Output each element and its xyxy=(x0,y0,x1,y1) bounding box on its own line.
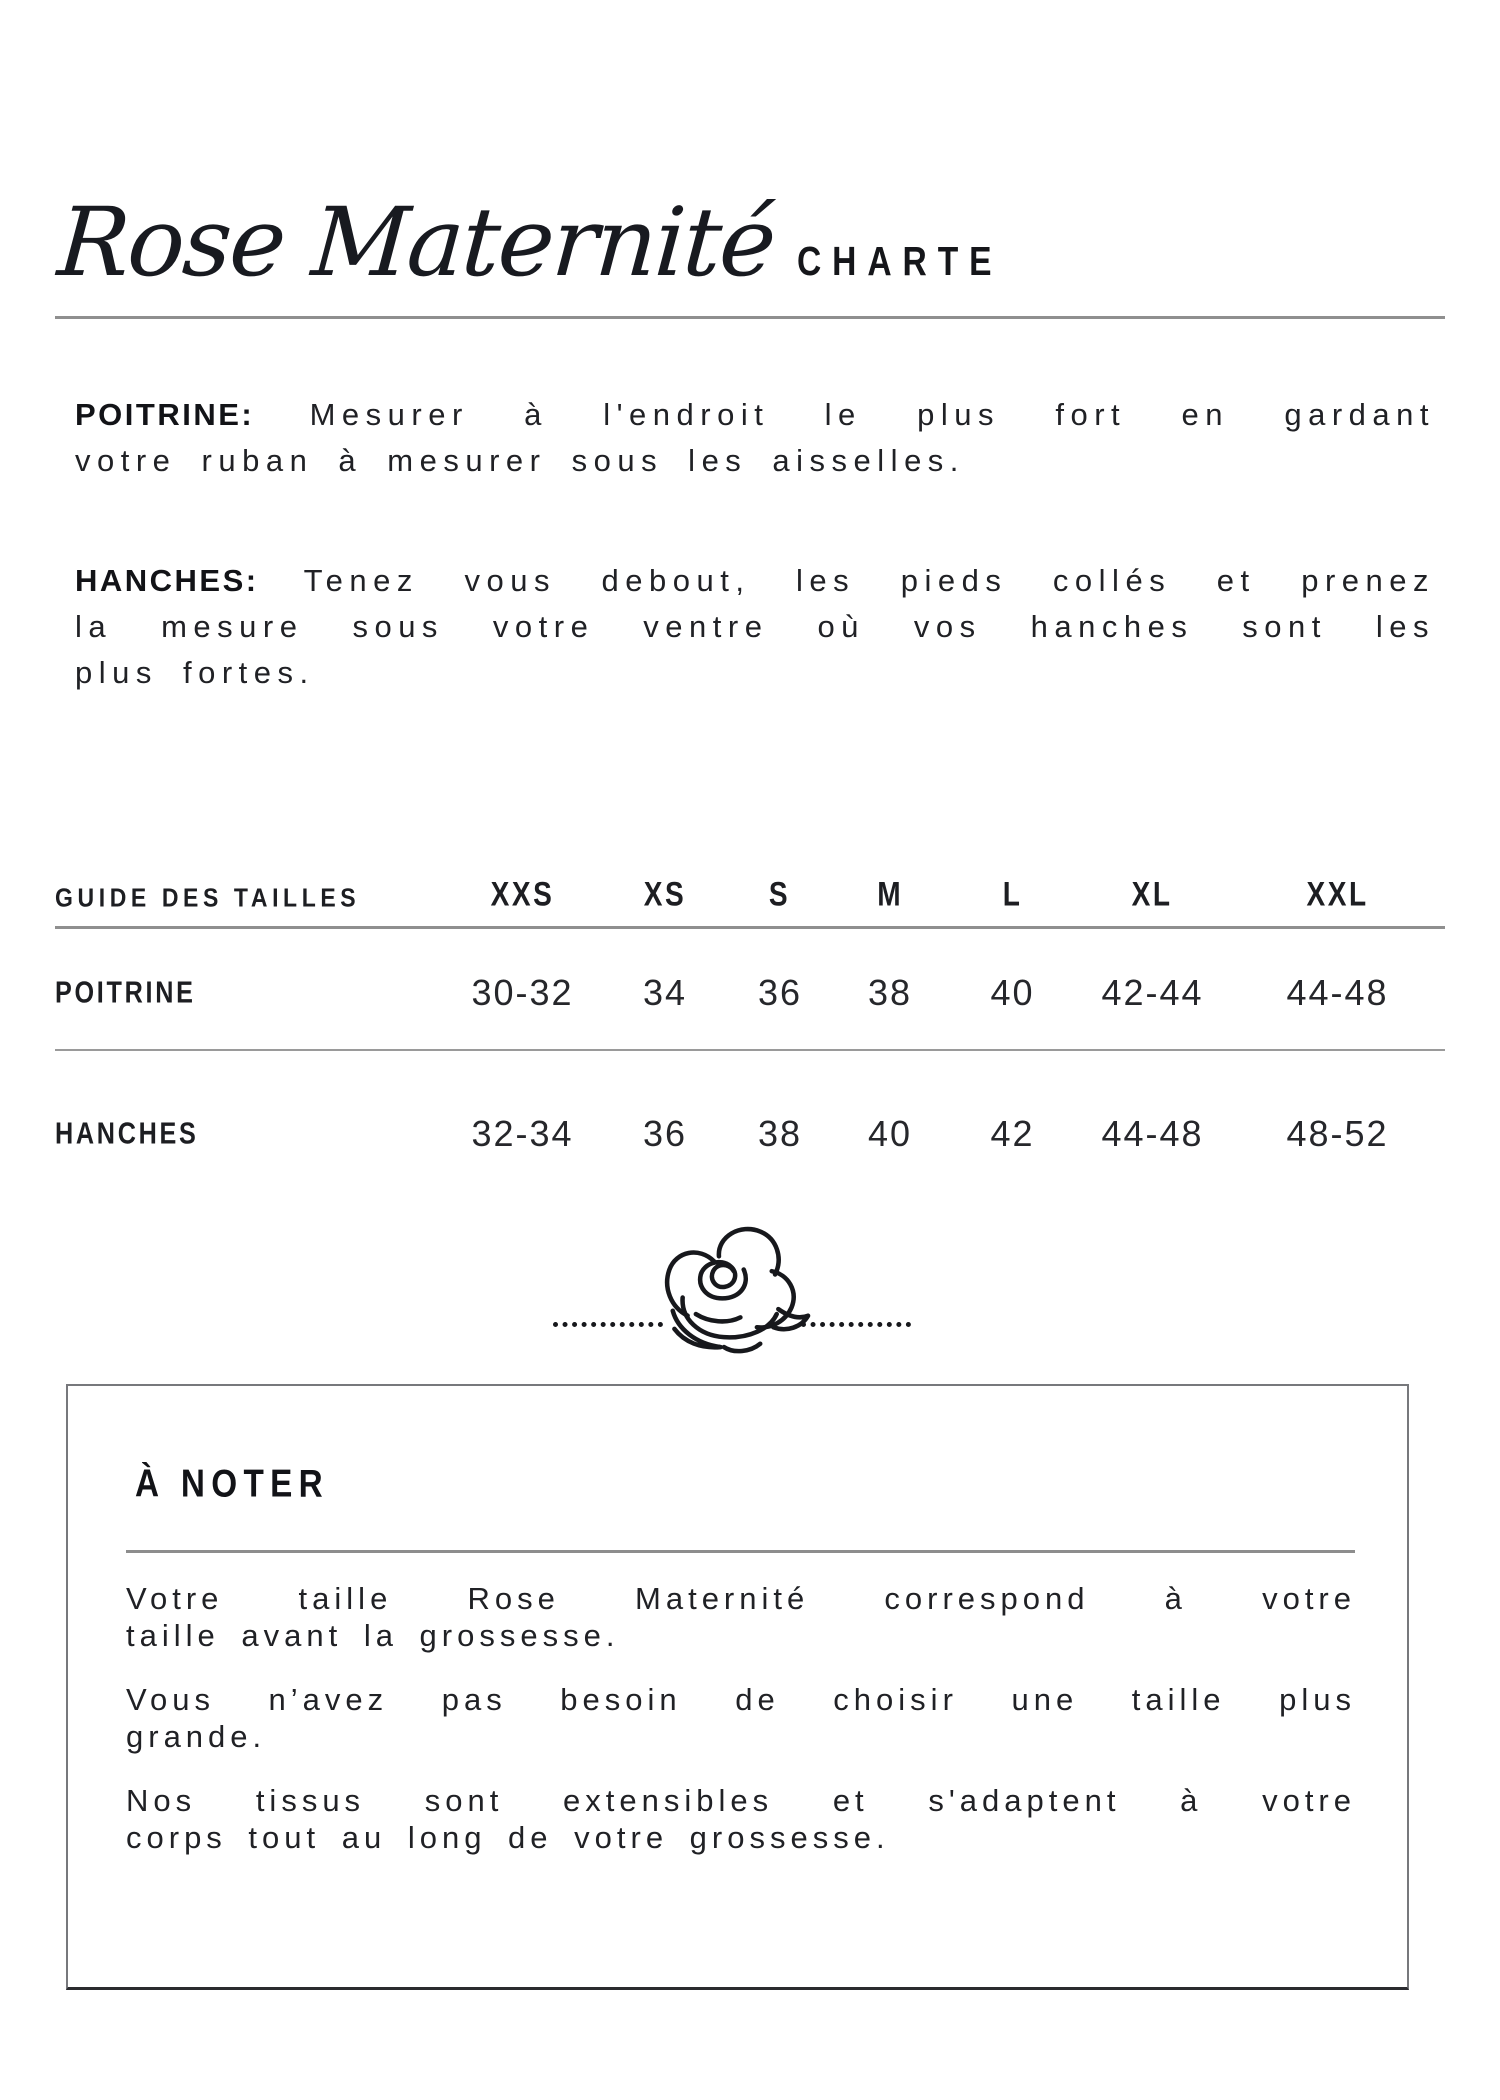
note-title: À NOTER xyxy=(135,1462,329,1506)
page-title: CHARTE xyxy=(796,239,1003,284)
dotted-line-right xyxy=(801,1322,911,1327)
size-value-cell: 48-52 xyxy=(1286,1113,1389,1154)
size-column-header-xxs: XXS xyxy=(490,874,555,913)
note-box xyxy=(66,1384,1409,1990)
instruction-line: votre ruban à mesurer sous les aisselles. xyxy=(75,443,965,478)
size-value-cell: 38 xyxy=(757,1113,803,1154)
size-value-cell: 32-34 xyxy=(471,1113,574,1154)
instruction-line: plus fortes. xyxy=(75,655,315,690)
note-paragraph xyxy=(126,1681,1356,1755)
size-value-cell: 30-32 xyxy=(471,972,574,1013)
size-value-cell: 36 xyxy=(757,972,803,1013)
note-line: Nos tissus sont extensibles et s'adaptent à votre xyxy=(126,1783,1356,1818)
header-rule xyxy=(55,316,1445,319)
guide-label: GUIDE DES TAILLES xyxy=(55,883,361,913)
size-value-cell: 40 xyxy=(990,972,1035,1013)
brand-logo: Rose Maternité xyxy=(54,188,778,298)
rose-icon xyxy=(648,1198,813,1360)
note-line: Votre taille Rose Maternité correspond à votre xyxy=(126,1581,1356,1616)
instruction-text: Tenez vous debout, les pieds collés et prenez xyxy=(303,563,1435,598)
size-column-header-xl: XL xyxy=(1132,874,1173,913)
instruction-label: HANCHES: xyxy=(75,563,259,598)
note-paragraph xyxy=(126,1580,1356,1654)
instruction-label: POITRINE: xyxy=(75,397,255,432)
note-line: taille avant la grossesse. xyxy=(126,1618,620,1653)
note-paragraph xyxy=(126,1782,1356,1856)
size-value-cell: 40 xyxy=(867,1113,913,1154)
note-line: grande. xyxy=(126,1719,267,1754)
size-column-header-s: S xyxy=(769,874,791,913)
size-column-header-l: L xyxy=(1002,874,1023,913)
header xyxy=(54,188,1445,298)
note-paragraphs xyxy=(126,1580,1356,1883)
size-table-header-row xyxy=(55,860,1445,926)
dotted-line-left xyxy=(553,1322,663,1327)
row-label: HANCHES xyxy=(55,1116,199,1151)
size-value-cell: 44-48 xyxy=(1286,972,1389,1013)
size-column-header-xs: XS xyxy=(643,874,687,913)
row-label: POITRINE xyxy=(55,975,196,1010)
instruction-line xyxy=(75,392,1435,438)
size-value-cell: 44-48 xyxy=(1101,1113,1204,1154)
note-line: corps tout au long de votre grossesse. xyxy=(126,1820,890,1855)
size-value-cell: 34 xyxy=(642,972,688,1013)
size-value-cell: 42-44 xyxy=(1101,972,1204,1013)
instruction-hanches xyxy=(75,558,1435,696)
size-guide-table xyxy=(55,860,1445,1199)
size-value-cell: 42 xyxy=(990,1113,1035,1154)
table-row-poitrine xyxy=(55,929,1445,1049)
note-line: Vous n’avez pas besoin de choisir une taille plus xyxy=(126,1682,1356,1717)
table-row-hanches xyxy=(55,1051,1445,1199)
size-value-cell: 38 xyxy=(867,972,913,1013)
instruction-text: Mesurer à l'endroit le plus fort en gardant xyxy=(309,397,1435,432)
instruction-poitrine xyxy=(75,392,1435,484)
size-column-header-m: M xyxy=(877,874,903,913)
instruction-line: la mesure sous votre ventre où vos hanches sont les xyxy=(75,609,1435,644)
size-value-cell: 36 xyxy=(642,1113,688,1154)
size-column-header-xxl: XXL xyxy=(1306,874,1369,913)
note-rule xyxy=(126,1550,1355,1553)
instruction-line xyxy=(75,558,1435,604)
